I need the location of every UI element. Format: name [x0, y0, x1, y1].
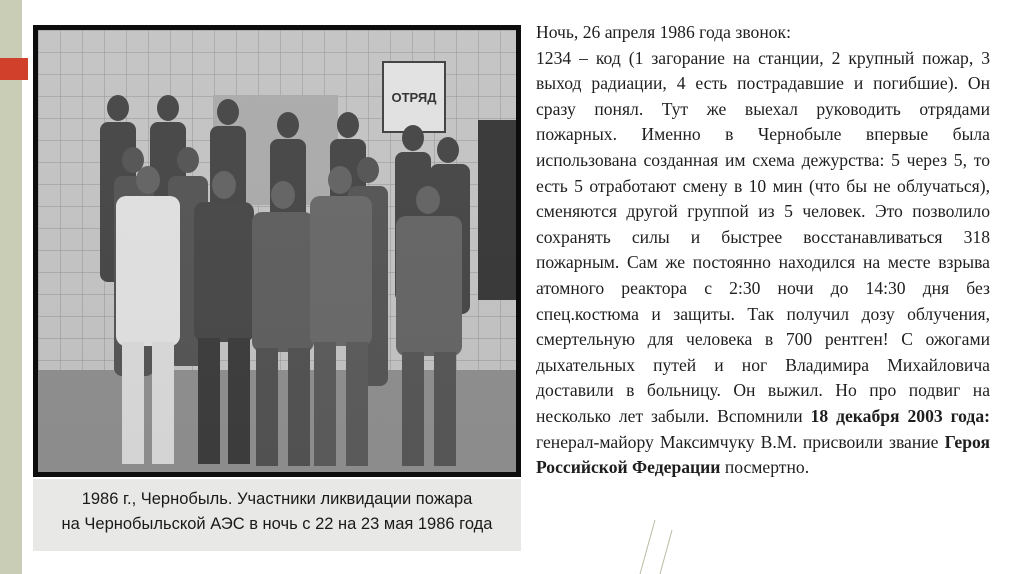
story-body: [536, 46, 990, 481]
sign-title: ОТРЯД: [391, 90, 437, 105]
story-text: [536, 20, 990, 481]
story-body-main: 1234 – код (1 загорание на станции, 2 крупный пожар, 3 выход радиации, 4 есть пострадавшие и погибшие). Он сразу понял. Тут же выехал руководить отрядами пожарных. Именно в Чернобыле впервые была использована созданная им схема дежурства: 5 через 5, то есть 5 отработают смену в 10 мин (что бы не облучаться), сменяются другой группой из 5 человек. Это позволило сохранять силы и быстрее восстанавливаться 318 пожарным. Сам же постоянно находился на месте взрыва атомного реактора с 2:30 ночи до 14:30 дня без спец.костюма и защиты. Так получил дозу облучения, смертельную для человека в 700 рентген! С ожогами дыхательных путей и ног Владимира Михайловича доставили в больницу. Он выжил. Но про подвиг на несколько лет забыли. Вспомнили: [536, 47, 990, 426]
archival-photo-frame: [33, 25, 521, 477]
caption-line-1: 1986 г., Чернобыль. Участники ликвидации пожара: [81, 490, 473, 508]
photo-caption: [33, 479, 521, 551]
group-photo: [38, 30, 516, 472]
hero-title: Героя Российской Федерации: [536, 431, 990, 478]
award-date: 18 декабря 2003 года:: [810, 405, 990, 426]
caption-line-2: на Чернобыльской АЭС в ночь с 22 на 23 мая 1986 года: [61, 515, 493, 533]
story-ending: посмертно.: [720, 457, 810, 478]
award-text: генерал-майору Максимчуку В.М. присвоили звание: [536, 431, 945, 452]
story-heading: Ночь, 26 апреля 1986 года звонок:: [536, 22, 791, 42]
